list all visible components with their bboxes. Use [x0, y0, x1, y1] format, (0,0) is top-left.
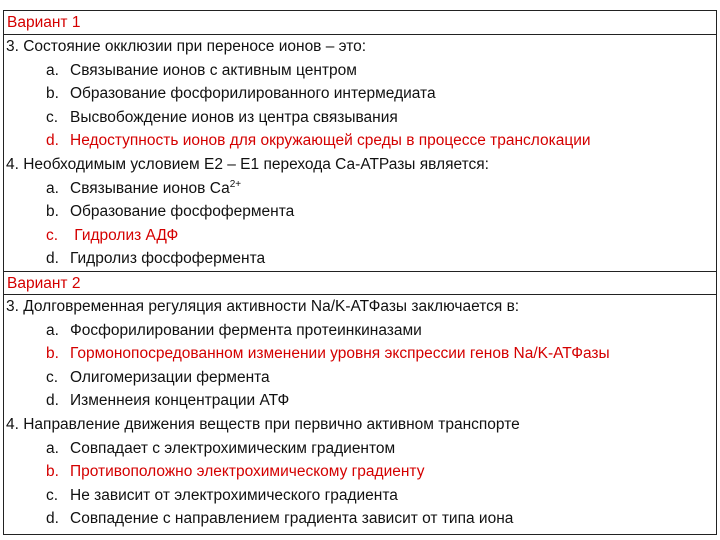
quiz-table: [3, 10, 717, 535]
option-letter: a.: [46, 321, 59, 339]
option-superscript: 2+: [229, 178, 242, 190]
option-letter: a.: [46, 439, 59, 457]
option-text: Образование фосфофермента: [70, 203, 295, 221]
option-letter: d.: [46, 392, 59, 410]
option-text: Совпадает с электрохимическим градиентом: [70, 439, 396, 457]
option-text: Противоположно электрохимическому градиенту: [70, 463, 425, 481]
variant2-q4-option: [4, 484, 720, 508]
option-letter: b.: [46, 85, 59, 103]
option-letter: d.: [46, 132, 59, 150]
option-letter: c.: [46, 368, 59, 386]
variant1-q4-option: [4, 177, 720, 201]
option-text: Гидролиз фосфофермента: [70, 250, 266, 268]
variant1-q3-question: 3. Состояние окклюзии при переносе ионов – это:: [6, 38, 367, 55]
option-text: Гидролиз АДФ: [70, 226, 179, 244]
variant1-q3-option: [4, 106, 720, 130]
variant2-q3-question: 3. Долговременная регуляция активности Na/K-АТФазы заключается в:: [6, 298, 520, 315]
option-letter: b.: [46, 463, 59, 481]
variant1-q4-question: 4. Необходимым условием Е2 – Е1 перехода Са-АТРазы является:: [6, 156, 489, 173]
variant2-title: Вариант 2: [4, 271, 716, 295]
option-text: Фосфорилировании фермента протеинкиназами: [70, 321, 422, 339]
option-text: Гормонопосредованном изменении уровня экспрессии генов Na/K-АТФазы: [70, 345, 610, 363]
variant2-q4-option: [4, 437, 720, 461]
variant1-q4-option: [4, 224, 720, 248]
option-text: Недоступность ионов для окружающей среды в процессе транслокации: [70, 132, 591, 150]
variant1-q3-option: [4, 129, 720, 153]
option-text: Образование фосфорилированного интермедиата: [70, 85, 436, 103]
option-letter: d.: [46, 250, 59, 268]
option-text: Изменнеия концентрации АТФ: [70, 392, 290, 410]
option-letter: c.: [46, 226, 59, 244]
option-letter: b.: [46, 345, 59, 363]
variant2-q4-question: 4. Направление движения веществ при первично активном транспорте: [6, 416, 520, 433]
variant1-q4-option: [4, 200, 720, 224]
variant1-q4-option: [4, 247, 720, 271]
option-text: Связывание ионов Са: [70, 179, 230, 197]
option-text: Связывание ионов с активным центром: [70, 61, 357, 79]
option-letter: d.: [46, 510, 59, 528]
variant2-q3-option: [4, 342, 720, 366]
variant2-q3-option: [4, 366, 720, 390]
option-letter: c.: [46, 486, 59, 504]
variant2-q4-option: [4, 507, 720, 531]
option-text: Не зависит от электрохимического градиента: [70, 486, 398, 504]
option-letter: c.: [46, 108, 59, 126]
option-letter: a.: [46, 61, 59, 79]
variant2-q3-option: [4, 389, 720, 413]
variant2-q4-option: [4, 460, 720, 484]
option-text: Олигомеризации фермента: [70, 368, 270, 386]
option-text: Совпадение с направлением градиента зависит от типа иона: [70, 510, 514, 528]
option-text: Высвобождение ионов из центра связывания: [70, 108, 398, 126]
variant2-q3-option: [4, 319, 720, 343]
variant1-q3-option: [4, 59, 720, 83]
option-letter: b.: [46, 203, 59, 221]
variant1-q3-option: [4, 82, 720, 106]
option-letter: a.: [46, 179, 59, 197]
variant1-title: Вариант 1: [4, 11, 716, 35]
